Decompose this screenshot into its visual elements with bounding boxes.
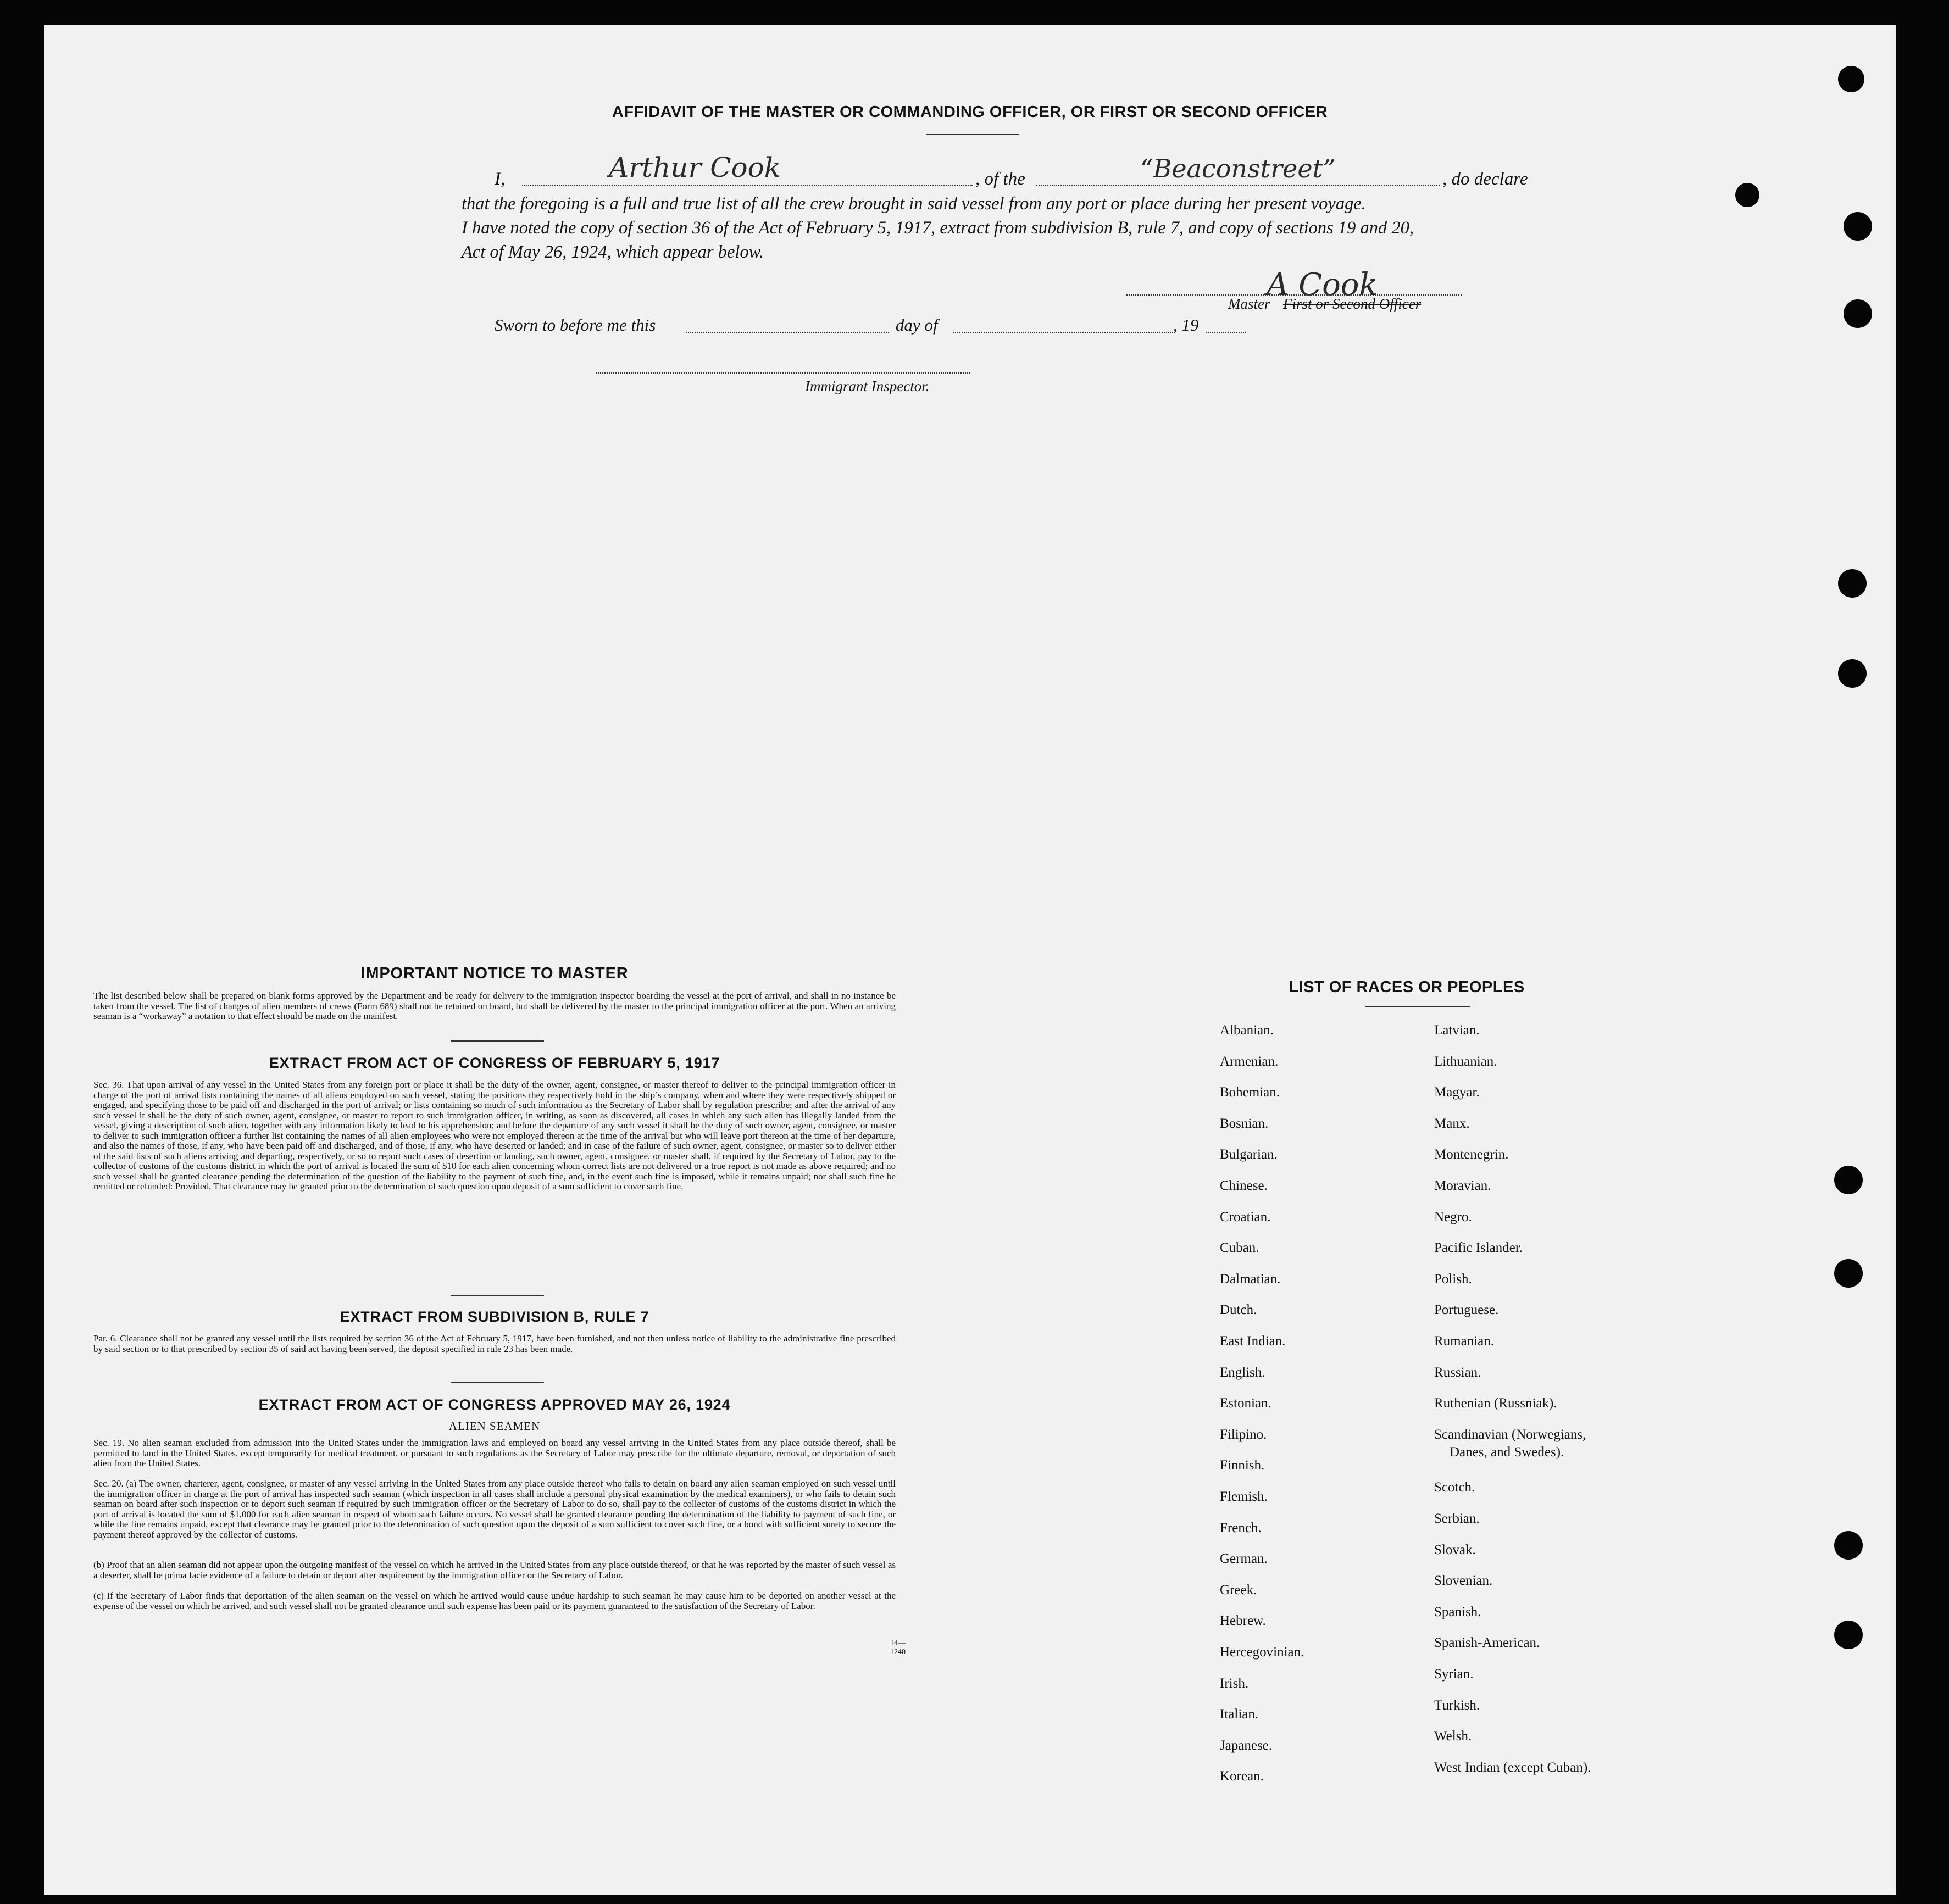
race-item: English. — [1220, 1365, 1265, 1380]
race-item: Manx. — [1434, 1116, 1470, 1131]
sworn-year-line — [1206, 332, 1246, 333]
document-page — [44, 25, 1896, 1895]
master-name-line — [522, 185, 973, 186]
race-item: Danes, and Swedes). — [1450, 1444, 1564, 1460]
inspector-signature-line — [596, 372, 970, 374]
notices-column — [93, 959, 906, 1761]
binder-hole — [1838, 569, 1867, 598]
binder-hole — [1834, 1166, 1863, 1194]
race-item: Slovak. — [1434, 1542, 1476, 1557]
race-item: Italian. — [1220, 1707, 1259, 1722]
race-item: Irish. — [1220, 1675, 1249, 1691]
divider-2 — [451, 1295, 544, 1296]
extract-rule7-title: EXTRACT FROM SUBDIVISION B, RULE 7 — [340, 1309, 649, 1325]
declaration-line-2: that the foregoing is a full and true list of all the crew brought in said vessel from any port or place during her present voyage. — [462, 194, 1366, 214]
race-item: Armenian. — [1220, 1054, 1279, 1069]
race-item: Chinese. — [1220, 1178, 1268, 1193]
race-item: Scandinavian (Norwegians, — [1434, 1427, 1586, 1442]
inspector-label: Immigrant Inspector. — [805, 378, 930, 394]
vessel-line — [1036, 185, 1440, 186]
divider-1 — [451, 1040, 544, 1042]
form-number: 14—1240 — [890, 1639, 906, 1656]
binder-hole — [1834, 1531, 1863, 1560]
race-item: West Indian (except Cuban). — [1434, 1760, 1591, 1775]
extract-1924-sec20c: (c) If the Secretary of Labor finds that deportation of the alien seaman on the vessel on which he arrived would cause undue hardship to such seaman he may cause him to be deported on another vessel at the expense of the vessel on which he arrived, and such vessel shall not be granted clearance until such expense has been paid or its payment guaranteed to the satisfaction of the Secretary of Labor. — [93, 1590, 896, 1611]
binder-hole — [1834, 1621, 1863, 1649]
race-item: Estonian. — [1220, 1396, 1271, 1411]
pronoun-label: I, — [495, 169, 506, 189]
extract-1917-text: Sec. 36. That upon arrival of any vessel in the United States from any foreign port or place it shall be the duty of the owner, agent, consignee, or master thereof to deliver to the principal immigration officer in charge of the port of arrival lists containing the names of all aliens employed on such vessel, stating the positions they respectively hold in the ship’s company, when and where they were respectively shipped or engaged, and specifying those to be paid off and discharged in the port of arrival; or lists containing so much of such information as the Secretary of Labor shall by regulation prescribe; and after the arrival of any such vessel it shall be the duty of such owner, agent, consignee, or master to report to such immigration officer, in writing, as soon as discovered, all cases in which any such alien has illegally landed from the vessel, giving a description of such alien, together with any information likely to lead to his apprehension; and before the departure of any such vessel it shall be the duty of such owner, agent, consignee, or master to deliver to such immigration officer a further list containing the names of all alien employees who were not employed thereon at the time of the arrival but who will leave port thereon at the time of her departure, and also the names of those, if any, who have been paid off and discharged, and of those, if any, who have deserted or landed; and in case of the failure of such owner, agent, consignee, or master so to deliver either of the said lists of such aliens arriving and departing, respectively, or so to report such cases of desertion or landing, such owner, agent, consignee, or master shall, if required by the Secretary of Labor, pay to the collector of customs of the customs district in which the port of arrival is located the sum of $10 for each alien concerning whom correct lists are not delivered or a true report is not made as above required; and no such vessel shall be granted clearance pending the determination of the question of the liability to the payment of such fine, and, in the event such fine is imposed, while it remains unpaid; nor shall such fine be remitted or refunded: Provided, That clearance may be granted prior to the determination of such question upon deposit of a sum sufficient to cover such fine. — [93, 1079, 896, 1192]
race-item: Welsh. — [1434, 1729, 1472, 1744]
race-item: Lithuanian. — [1434, 1054, 1497, 1069]
race-item: French. — [1220, 1520, 1262, 1535]
race-item: Dutch. — [1220, 1302, 1257, 1318]
race-item: Montenegrin. — [1434, 1147, 1509, 1162]
notice-title: IMPORTANT NOTICE TO MASTER — [360, 965, 629, 982]
race-item: Finnish. — [1220, 1458, 1265, 1473]
binder-hole — [1834, 1259, 1863, 1288]
race-item: Rumanian. — [1434, 1334, 1495, 1349]
extract-rule7-text: Par. 6. Clearance shall not be granted any vessel until the lists required by section 36 of the Act of February 5, 1917, have been furnished, and not then unless notice of liability to the administrative fine prescribed by said section or to that prescribed by section 35 of said act having been served, the deposit specified in rule 23 has been made. — [93, 1333, 896, 1354]
year-prefix-label: , 19 — [1173, 315, 1199, 335]
extract-1924-title: EXTRACT FROM ACT OF CONGRESS APPROVED MAY 26, 1924 — [258, 1396, 731, 1413]
race-item: Syrian. — [1434, 1667, 1474, 1682]
race-item: Slovenian. — [1434, 1573, 1493, 1589]
race-item: Turkish. — [1434, 1697, 1480, 1713]
day-of-label: day of — [896, 315, 938, 335]
race-item: Spanish-American. — [1434, 1635, 1540, 1651]
race-item: Negro. — [1434, 1209, 1472, 1224]
signature-role: Master — [1228, 296, 1270, 312]
divider-3 — [451, 1382, 544, 1383]
master-signature: A Cook — [1267, 267, 1378, 303]
race-item: Dalmatian. — [1220, 1271, 1281, 1287]
race-item: Russian. — [1434, 1365, 1481, 1380]
race-item: Bulgarian. — [1220, 1147, 1278, 1162]
race-item: Greek. — [1220, 1582, 1257, 1597]
race-item: Polish. — [1434, 1271, 1472, 1287]
of-the-label: , of the — [975, 169, 1025, 189]
signature-role-struck: First or Second Officer — [1283, 296, 1422, 312]
sworn-day-line — [686, 332, 889, 333]
extract-1917-title: EXTRACT FROM ACT OF CONGRESS OF FEBRUARY 5, 1917 — [269, 1055, 720, 1071]
race-item: Hercegovinian. — [1220, 1645, 1304, 1660]
race-item: Bohemian. — [1220, 1085, 1280, 1100]
race-item: Korean. — [1220, 1769, 1264, 1784]
notice-text: The list described below shall be prepared on blank forms approved by the Department and be ready for delivery to the immigration inspector boarding the vessel at the port of arrival, and shall in no instance be taken from the vessel. The list of changes of alien members of crews (Form 689) shall not be retained on board, but shall be delivered by the master to the principal immigration officer at the port. When an arriving seaman is a “workaway” a notation to that effect should be made on the manifest. — [93, 990, 896, 1021]
extract-1924-sec19: Sec. 19. No alien seaman excluded from admission into the United States under the immigration laws and employed on board any vessel arriving in the United States from any place outside thereof, shall be permitted to land in the United States, except temporarily for medical treatment, or pursuant to such regulations as the Secretary of Labor may prescribe for the ultimate departure, removal, or deportation of such alien from the United States. — [93, 1438, 896, 1468]
race-item: Moravian. — [1434, 1178, 1491, 1193]
race-item: East Indian. — [1220, 1334, 1286, 1349]
affidavit-title: AFFIDAVIT OF THE MASTER OR COMMANDING OFFICER, OR FIRST OR SECOND OFFICER — [612, 103, 1328, 121]
race-item: German. — [1220, 1551, 1268, 1567]
race-item: Magyar. — [1434, 1085, 1480, 1100]
do-declare-label: , do declare — [1442, 169, 1528, 189]
race-item: Scotch. — [1434, 1480, 1475, 1495]
extract-1924-subtitle: ALIEN SEAMEN — [448, 1419, 541, 1433]
extract-1924-sec20b: (b) Proof that an alien seaman did not appear upon the outgoing manifest of the vessel on which he arrived in the United States from any place outside thereof, or that he was reported by the master of such vessel as a deserter, shall be prima facie evidence of a failure to detain or deport after requirement by the immigration officer or the Secretary of Labor. — [93, 1560, 896, 1580]
race-item: Bosnian. — [1220, 1116, 1269, 1131]
race-item: Japanese. — [1220, 1738, 1273, 1753]
race-item: Albanian. — [1220, 1023, 1274, 1038]
binder-hole — [1844, 212, 1872, 241]
race-item: Serbian. — [1434, 1511, 1480, 1526]
extract-1924-sec20a: Sec. 20. (a) The owner, charterer, agent, consignee, or master of any vessel arriving in the United States from any place outside thereof who fails to detain on board any alien seaman employed on such vessel until the immigration officer in charge at the port of arrival has inspected such seaman (which inspection in all cases shall include a personal physical examination by the medical examiners), or who fails to detain such seaman on board after such inspection or to deport such seaman if required by such immigration officer or the Secretary of Labor to do so, shall pay to the collector of customs of the customs district in which the port of arrival is located the sum of $1,000 for each alien seaman in respect of whom such failure occurs. No vessel shall be granted clearance pending the determination of the liability to payment of such fine, or while the fine remains unpaid, except that clearance may be granted prior to the determination of such question upon the deposit of a sum sufficient to cover such fine, or a bond with sufficient surety to secure the payment thereof approved by the collector of customs. — [93, 1478, 896, 1540]
binder-hole — [1844, 299, 1872, 328]
title-divider — [926, 134, 1019, 135]
sworn-label: Sworn to before me this — [495, 315, 656, 335]
sworn-month-line — [953, 332, 1173, 333]
race-item: Latvian. — [1434, 1023, 1480, 1038]
races-divider — [1365, 1006, 1470, 1007]
binder-hole — [1838, 66, 1864, 92]
races-title: LIST OF RACES OR PEOPLES — [1289, 978, 1525, 996]
master-name-handwritten: Arthur Cook — [609, 152, 781, 183]
race-item: Filipino. — [1220, 1427, 1267, 1442]
binder-hole — [1735, 183, 1759, 207]
race-item: Portuguese. — [1434, 1302, 1499, 1318]
declaration-line-3: I have noted the copy of section 36 of the Act of February 5, 1917, extract from subdivision B, rule 7, and copy of sections 19 and 20, — [462, 218, 1414, 238]
race-item: Spanish. — [1434, 1604, 1481, 1619]
race-item: Cuban. — [1220, 1240, 1259, 1256]
vessel-name-handwritten: “Beaconstreet” — [1140, 154, 1336, 183]
binder-hole — [1838, 659, 1867, 688]
race-item: Flemish. — [1220, 1489, 1268, 1504]
race-item: Ruthenian (Russniak). — [1434, 1396, 1557, 1411]
declaration-line-4: Act of May 26, 1924, which appear below. — [462, 242, 764, 262]
race-item: Croatian. — [1220, 1209, 1271, 1224]
race-item: Pacific Islander. — [1434, 1240, 1523, 1256]
races-column — [1143, 978, 1670, 1824]
race-item: Hebrew. — [1220, 1613, 1266, 1629]
